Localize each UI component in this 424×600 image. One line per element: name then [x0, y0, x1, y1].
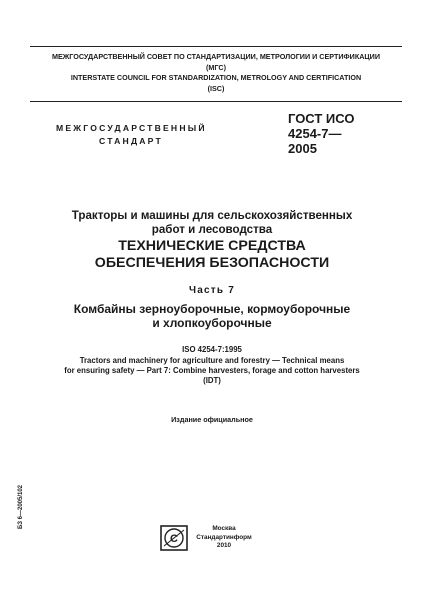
logo-letter: С — [170, 533, 178, 545]
standards-mark-logo-icon — [160, 525, 188, 551]
council-name-ru: МЕЖГОСУДАРСТВЕННЫЙ СОВЕТ ПО СТАНДАРТИЗАЦИИ, МЕТРОЛОГИИ И СЕРТИФИКАЦИИ — [51, 52, 381, 61]
iso-reference: ISO 4254-7:1995 — [182, 345, 242, 354]
part-title — [20, 302, 404, 330]
part-title-line2: и хлопкоуборочные — [152, 316, 272, 330]
council-abbr-en: (ISC) — [207, 83, 225, 93]
designation-line1: ГОСТ ИСО — [288, 111, 355, 126]
publisher-name: Стандартинформ — [196, 533, 252, 541]
side-code — [16, 479, 26, 539]
publisher-year: 2010 — [216, 542, 232, 550]
standard-designation — [288, 111, 398, 156]
designation-line3: 2005 — [288, 141, 317, 156]
english-title — [20, 356, 404, 387]
standard-type-line2: СТАНДАРТ — [99, 136, 163, 146]
header-divider — [30, 101, 402, 102]
publisher-city: Москва — [212, 525, 236, 532]
main-title-line1: ТЕХНИЧЕСКИЕ СРЕДСТВА — [118, 238, 306, 254]
main-title-line2: ОБЕСПЕЧЕНИЯ БЕЗОПАСНОСТИ — [94, 254, 330, 271]
english-title-line2: for ensuring safety — Part 7: Combine harvesters, forage and cotton harvesters — [64, 366, 360, 376]
part-title-line1: Комбайны зерноуборочные, кормоуборочные — [73, 302, 351, 316]
council-header — [30, 52, 402, 94]
english-title-line1: Tractors and machinery for agriculture and forestry — Technical means — [79, 356, 345, 365]
english-title-line3: (IDT) — [203, 376, 221, 386]
standard-type-line1: МЕЖГОСУДАРСТВЕННЫЙ — [56, 123, 207, 133]
council-name-en: INTERSTATE COUNCIL FOR STANDARDIZATION, METROLOGY AND CERTIFICATION — [70, 73, 362, 83]
general-title — [20, 209, 404, 237]
side-code-text: БЗ 6—2005/102 — [18, 484, 24, 530]
council-abbr-ru: (МГС) — [206, 62, 226, 72]
designation-line2: 4254-7— — [288, 126, 342, 141]
general-title-line1: Тракторы и машины для сельскохозяйственных — [71, 209, 353, 222]
part-number: Часть 7 — [189, 285, 235, 296]
top-rule — [30, 46, 402, 47]
main-title — [20, 238, 404, 271]
standard-type — [56, 122, 206, 148]
edition-note: Издание официальное — [171, 415, 253, 424]
publisher-block — [196, 525, 252, 551]
general-title-line2: работ и лесоводства — [151, 223, 273, 236]
